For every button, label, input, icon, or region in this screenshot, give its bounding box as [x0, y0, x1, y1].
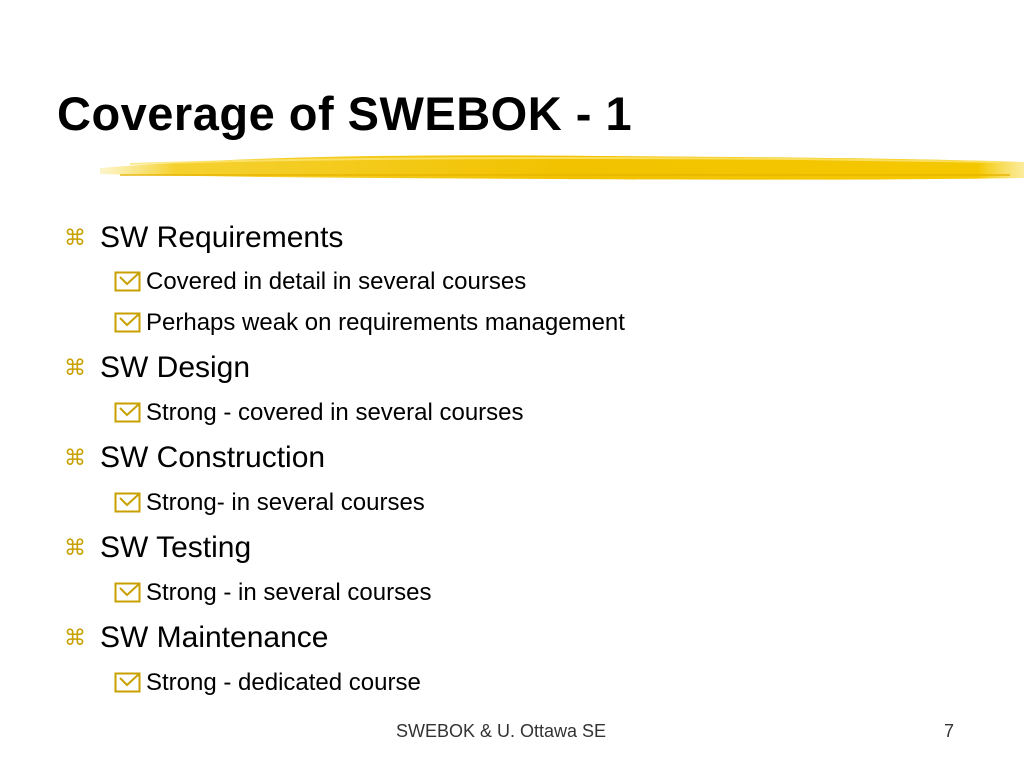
checkbox-icon — [114, 581, 142, 603]
sub-list-item-label: Strong - in several courses — [146, 579, 432, 606]
sub-list-item-label: Perhaps weak on requirements management — [146, 309, 625, 336]
list-item-label: SW Construction — [100, 441, 326, 474]
list-item — [64, 350, 250, 386]
checkbox-icon — [114, 401, 142, 423]
sub-list-item-label: Strong - dedicated course — [146, 669, 421, 696]
sub-list-item — [114, 488, 425, 518]
command-icon: ⌘ — [64, 225, 86, 250]
command-icon: ⌘ — [64, 535, 86, 560]
list-item — [64, 530, 251, 566]
sub-list-item-label: Covered in detail in several courses — [146, 268, 527, 295]
command-icon: ⌘ — [64, 445, 86, 470]
slide-title: Coverage of SWEBOK - 1 — [57, 87, 633, 140]
page-number: 7 — [944, 721, 955, 741]
checkbox-icon — [114, 671, 142, 693]
list-item-label: SW Testing — [100, 531, 252, 564]
sub-list-item-label: Strong - covered in several courses — [146, 399, 524, 426]
list-item-label: SW Maintenance — [100, 621, 329, 654]
sub-list-item — [114, 668, 421, 698]
checkbox-icon — [114, 491, 142, 513]
sub-list-item — [114, 308, 625, 338]
checkbox-icon — [114, 311, 142, 333]
sub-list-item — [114, 267, 526, 297]
list-item — [64, 440, 325, 476]
command-icon: ⌘ — [64, 625, 86, 650]
list-item — [64, 220, 343, 256]
footer-text: SWEBOK & U. Ottawa SE — [396, 721, 607, 741]
sub-list-item — [114, 578, 431, 608]
sub-list-item-label: Strong- in several courses — [146, 489, 425, 516]
list-item-label: SW Design — [100, 351, 251, 384]
command-icon: ⌘ — [64, 355, 86, 380]
sub-list-item — [114, 398, 524, 428]
list-item-label: SW Requirements — [100, 221, 344, 254]
checkbox-icon — [114, 270, 142, 292]
list-item — [64, 620, 328, 656]
